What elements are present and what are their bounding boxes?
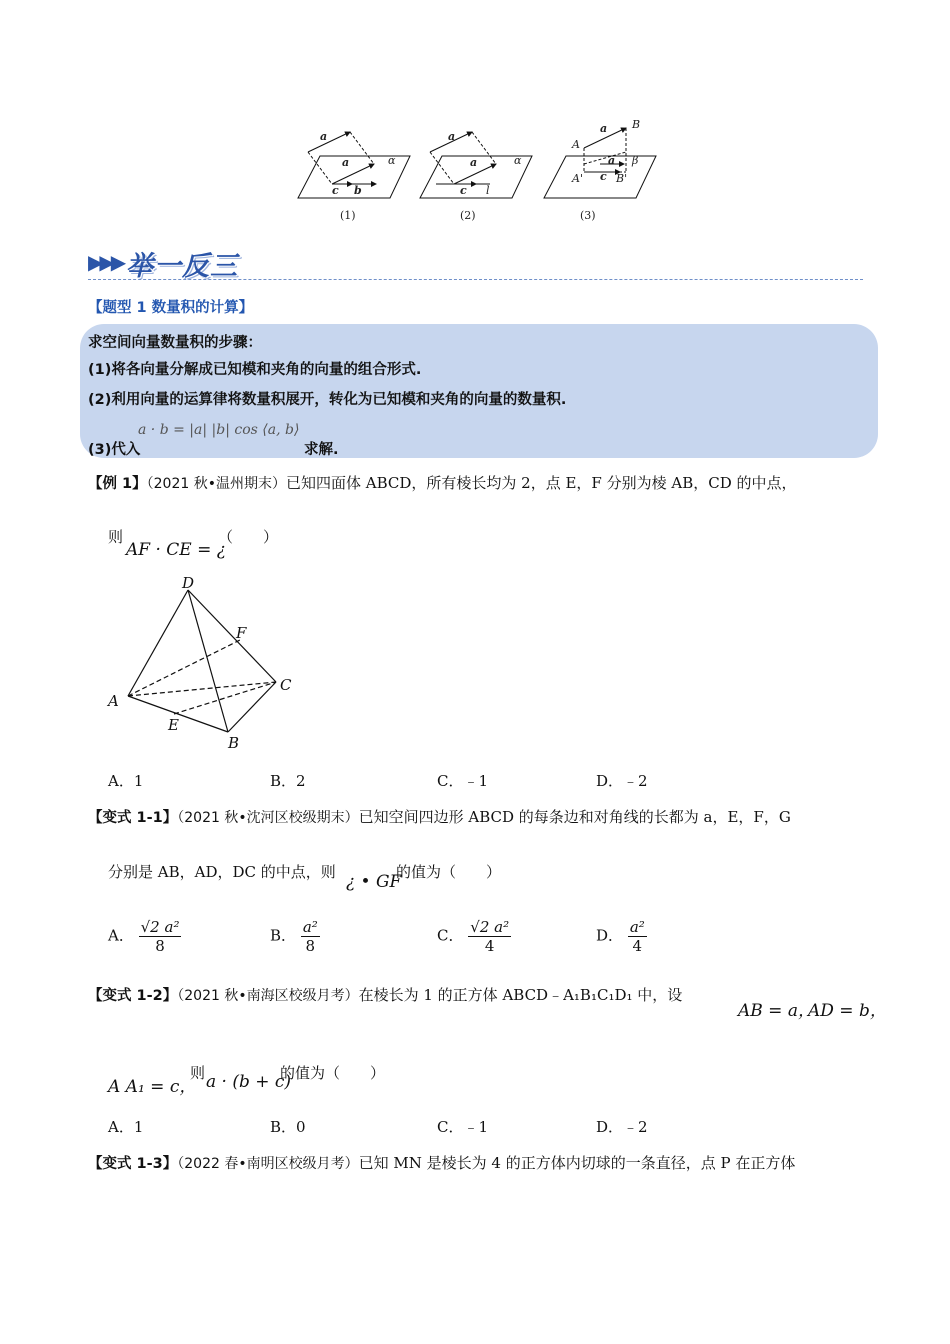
fig1-caption: (1) bbox=[340, 209, 356, 222]
banner-title: 举一反三 bbox=[126, 251, 238, 282]
example-1-line-1 bbox=[88, 472, 797, 493]
example-1-expression: AF · CE = ¿ bbox=[126, 540, 226, 560]
fig1-label-a2: a bbox=[342, 156, 350, 169]
fig3-label-B-prime: B' bbox=[616, 172, 628, 185]
variant-1-1-option-c[interactable] bbox=[437, 918, 511, 955]
method-step-1: (1)将各向量分解成已知模和夹角的向量的组合形式. bbox=[88, 362, 422, 378]
denominator: 4 bbox=[484, 937, 495, 955]
example-1-line-2-prefix: 则 bbox=[108, 528, 124, 546]
variant-1-1-source: （2021 秋•沈河区校级期末） bbox=[177, 810, 359, 826]
variant-1-2-option-b[interactable]: B．0 bbox=[270, 1118, 306, 1136]
fig1-label-a: a bbox=[320, 130, 328, 143]
fig2-label-a2: a bbox=[470, 156, 478, 169]
tetrahedron-svg bbox=[104, 574, 304, 754]
variant-1-1-expression: ¿ • GF bbox=[346, 872, 402, 892]
fraction bbox=[139, 918, 182, 955]
variant-1-1-line-2-suffix: 的值为（ ） bbox=[396, 863, 502, 881]
fig2-label-c: c bbox=[460, 184, 467, 197]
example-1-paren: （ ） bbox=[218, 528, 279, 546]
denominator: 8 bbox=[155, 937, 165, 955]
tetrahedron-figure bbox=[104, 574, 304, 754]
variant-1-2-line-1 bbox=[88, 984, 682, 1005]
numerator: √2 a² bbox=[140, 918, 180, 936]
fig2-label-l: l bbox=[486, 184, 490, 197]
variant-1-3-text: 已知 MN 是棱长为 4 的正方体内切球的一条直径，点 P 在正方体 bbox=[358, 1154, 796, 1172]
numerator: a² bbox=[302, 918, 318, 936]
numerator: √2 a² bbox=[470, 918, 510, 936]
variant-1-2-expression: a · (b + c) bbox=[206, 1072, 292, 1092]
fraction bbox=[468, 918, 511, 955]
variant-1-1-tag: 【变式 1-1】 bbox=[88, 810, 178, 826]
option-label: D． bbox=[596, 926, 624, 945]
fig2-caption: (2) bbox=[460, 209, 476, 222]
denominator: 4 bbox=[632, 937, 643, 955]
fig2-label-a: a bbox=[448, 130, 456, 143]
variant-1-1-option-b[interactable] bbox=[270, 918, 320, 955]
variant-1-2-text: 在棱长为 1 的正方体 ABCD﹣A₁B₁C₁D₁ 中，设 bbox=[358, 986, 683, 1004]
variant-1-2-expr-ad: AD = b， bbox=[808, 1001, 887, 1021]
variant-1-2-option-c[interactable]: C．﹣1 bbox=[437, 1118, 489, 1136]
example-1-option-a[interactable]: A．1 bbox=[108, 772, 144, 790]
tetra-label-A: A bbox=[108, 692, 119, 710]
variant-1-3-line-1 bbox=[88, 1152, 795, 1173]
section-title: 【题型 1 数量积的计算】 bbox=[88, 300, 254, 316]
fig3-label-a: a bbox=[600, 122, 608, 135]
method-step-2: (2)利用向量的运算律将数量积展开，转化为已知模和夹角的向量的数量积. bbox=[88, 392, 567, 408]
fig3-label-A-prime: A' bbox=[572, 172, 583, 185]
fig1-label-b: b bbox=[354, 184, 362, 197]
fig3-label-B: B bbox=[632, 118, 641, 131]
variant-1-1-option-a[interactable] bbox=[108, 918, 181, 955]
fig3-caption: (3) bbox=[580, 209, 596, 222]
variant-1-1-line-1 bbox=[88, 806, 791, 827]
vector-figures bbox=[290, 112, 670, 227]
tetra-label-D: D bbox=[182, 574, 195, 592]
tetra-label-C: C bbox=[280, 676, 292, 694]
tetra-label-E: E bbox=[168, 716, 179, 734]
option-label: C． bbox=[437, 926, 464, 945]
example-1-text: 已知四面体 ABCD，所有棱长均为 2，点 E，F 分别为棱 AB，CD 的中点， bbox=[285, 474, 797, 492]
option-label: A． bbox=[108, 926, 134, 945]
example-1-tag: 【例 1】 bbox=[88, 476, 147, 492]
method-heading: 求空间向量数量积的步骤： bbox=[88, 335, 262, 351]
figure-3 bbox=[544, 128, 656, 198]
fig1-label-alpha: α bbox=[388, 154, 396, 167]
denominator: 8 bbox=[305, 937, 316, 955]
variant-1-3-tag: 【变式 1-3】 bbox=[88, 1156, 178, 1172]
example-1-source: （2021 秋•温州期末） bbox=[146, 476, 286, 492]
banner-divider bbox=[88, 279, 863, 280]
example-1-option-d[interactable]: D．﹣2 bbox=[596, 772, 648, 790]
method-step-3-suffix: 求解. bbox=[304, 442, 339, 458]
fig3-label-a2: a bbox=[608, 154, 616, 167]
variant-1-2-suffix: 的值为（ ） bbox=[280, 1064, 386, 1082]
variant-1-1-line-2-prefix: 分别是 AB，AD，DC 的中点，则 bbox=[108, 863, 336, 881]
fig3-label-A: A bbox=[572, 138, 580, 151]
fig3-label-c: c bbox=[600, 170, 607, 183]
variant-1-2-expr-aa1: A A₁ = c， bbox=[108, 1077, 197, 1097]
example-1-option-c[interactable]: C．﹣1 bbox=[437, 772, 489, 790]
variant-1-2-source: （2021 秋•南海区校级月考） bbox=[177, 988, 359, 1004]
fig3-label-beta: β bbox=[632, 154, 639, 167]
fig1-label-c: c bbox=[332, 184, 339, 197]
variant-1-3-source: （2022 春•南明区校级月考） bbox=[177, 1156, 359, 1172]
fraction bbox=[301, 918, 320, 955]
numerator: a² bbox=[629, 918, 645, 936]
method-step-3-formula: a · b = |a| |b| cos ⟨a, b⟩ bbox=[138, 422, 300, 438]
fraction bbox=[628, 918, 647, 955]
variant-1-2-mid: 则 bbox=[190, 1064, 206, 1082]
method-step-3-prefix: (3)代入 bbox=[88, 442, 141, 458]
variant-1-1-text: 已知空间四边形 ABCD 的每条边和对角线的长都为 a，E，F，G bbox=[358, 808, 791, 826]
tetra-label-B: B bbox=[228, 734, 240, 752]
variant-1-2-option-a[interactable]: A．1 bbox=[108, 1118, 144, 1136]
variant-1-2-expr-ab: AB = a， bbox=[738, 1001, 815, 1021]
banner-arrows-icon: ▶▶▶ bbox=[88, 250, 123, 274]
variant-1-1-option-d[interactable] bbox=[596, 918, 647, 955]
example-1-option-b[interactable]: B．2 bbox=[270, 772, 306, 790]
tetra-label-F: F bbox=[236, 624, 247, 642]
option-label: B． bbox=[270, 926, 297, 945]
fig2-label-alpha: α bbox=[514, 154, 522, 167]
variant-1-2-option-d[interactable]: D．﹣2 bbox=[596, 1118, 648, 1136]
banner bbox=[88, 244, 288, 282]
variant-1-2-tag: 【变式 1-2】 bbox=[88, 988, 178, 1004]
